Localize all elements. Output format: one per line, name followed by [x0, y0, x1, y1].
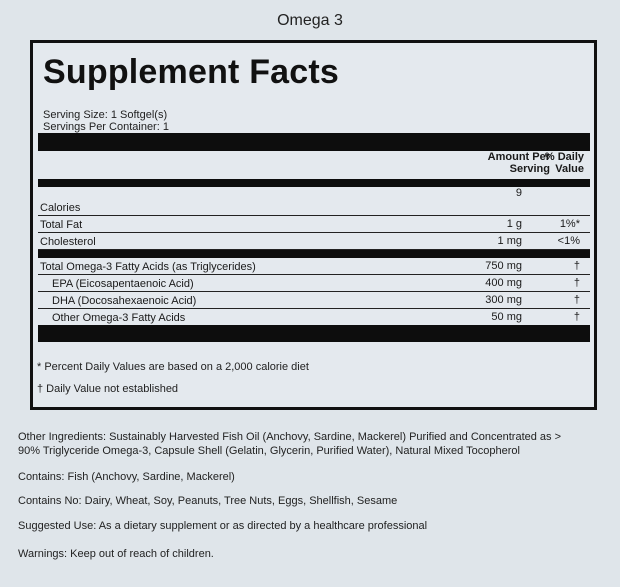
contains: Contains: Fish (Anchovy, Sardine, Mackerel) [18, 471, 235, 483]
header-dv-line1: % Daily [544, 151, 584, 163]
row-dv: † [573, 260, 580, 272]
thick-divider-top [38, 133, 590, 151]
nutrient-row-total-fat [38, 216, 590, 233]
header-dv-line2: Value [555, 163, 584, 175]
thick-divider-middle [38, 250, 590, 258]
header-daily-value [545, 151, 584, 175]
row-dv: † [573, 277, 580, 289]
row-label: Cholesterol [40, 236, 96, 248]
serving-size: Serving Size: 1 Softgel(s) [43, 109, 168, 121]
other-ingredients [18, 430, 561, 458]
other-ingredients-line2: 90% Triglyceride Omega-3, Capsule Shell (Gelatin, Glycerin, Purified Water), Natural Mixed Tocopherol [18, 445, 520, 457]
calories-value-row [38, 187, 590, 199]
row-label: EPA (Eicosapentaenoic Acid) [52, 278, 194, 290]
footnote-dagger: † Daily Value not established [37, 383, 179, 395]
header-amount-line1: Amount Per [487, 151, 550, 163]
thick-divider-bottom [38, 325, 590, 342]
thick-divider-header [38, 179, 590, 187]
row-label: Total Fat [40, 219, 83, 231]
row-label: Other Omega-3 Fatty Acids [52, 312, 186, 324]
calories-value: 9 [515, 187, 522, 199]
row-amount: 1 g [506, 218, 522, 230]
nutrient-row-dha [38, 292, 590, 309]
row-amount: 400 mg [485, 277, 522, 289]
product-title: Omega 3 [277, 12, 343, 29]
row-dv: 1%* [559, 218, 580, 230]
row-dv: † [573, 311, 580, 323]
row-label: DHA (Docosahexaenoic Acid) [52, 295, 197, 307]
row-amount: 300 mg [485, 294, 522, 306]
contains-no: Contains No: Dairy, Wheat, Soy, Peanuts, Tree Nuts, Eggs, Shellfish, Sesame [18, 495, 398, 507]
suggested-use: Suggested Use: As a dietary supplement or as directed by a healthcare professional [18, 520, 428, 532]
servings-per-container: Servings Per Container: 1 [43, 121, 169, 133]
row-dv: <1% [557, 235, 580, 247]
nutrient-row-calories [38, 199, 590, 216]
other-ingredients-line1: Other Ingredients: Sustainably Harvested Fish Oil (Anchovy, Sardine, Mackerel) Purified and Concentrated as > [18, 431, 562, 443]
warnings: Warnings: Keep out of reach of children. [18, 548, 214, 560]
row-amount: 750 mg [485, 260, 522, 272]
header-amount-per-serving [488, 151, 550, 175]
facts-title: Supplement Facts [43, 53, 340, 91]
nutrient-row-total-omega3 [38, 258, 590, 275]
header-amount-line2: Serving [509, 163, 550, 175]
row-dv: † [573, 294, 580, 306]
row-amount: 50 mg [491, 311, 522, 323]
row-label: Calories [40, 202, 81, 214]
nutrient-row-epa [38, 275, 590, 292]
supplement-facts-panel [30, 40, 597, 410]
footnote-percent-daily: * Percent Daily Values are based on a 2,000 calorie diet [37, 361, 309, 373]
nutrient-row-cholesterol [38, 233, 590, 250]
nutrient-row-other-omega3 [38, 309, 590, 326]
row-amount: 1 mg [497, 235, 522, 247]
row-label: Total Omega-3 Fatty Acids (as Triglycerides) [40, 261, 256, 273]
